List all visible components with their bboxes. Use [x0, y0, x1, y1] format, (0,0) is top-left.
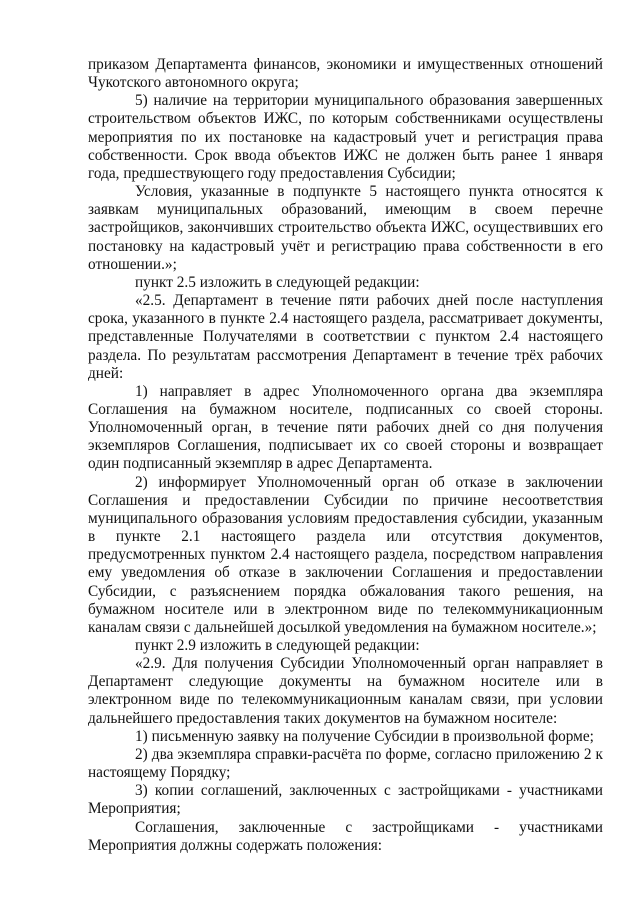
- paragraph-clause-2-9-item-3: 3) копии соглашений, заключенных с застройщиками - участниками Мероприятия;: [88, 782, 603, 818]
- document-page: [88, 56, 603, 855]
- paragraph-condition-5: 5) наличие на территории муниципального образования завершенных строительством объектов ИЖС, по которым собственниками осуществлены мероприятия по их постановке на кадастровый учет и регистрация права собственности. Срок ввода объектов ИЖС не должен быть ранее 1 января года, предшествующего году предоставления Субсидии;: [88, 92, 603, 182]
- paragraph-clause-2-9-item-2: 2) два экземпляра справки-расчёта по форме, согласно приложению 2 к настоящему Порядку;: [88, 745, 603, 782]
- paragraph-clause-2-5: «2.5. Департамент в течение пяти рабочих дней после наступления срока, указанного в пункте 2.4 настоящего раздела, рассматривает документы, представленные Получателями в соответствии с пунктом 2.4 настоящего раздела. По результатам рассмотрения Департамент в течение трёх рабочих дней:: [88, 292, 603, 382]
- paragraph-clause-2-9-item-1: 1) письменную заявку на получение Субсидии в произвольной форме;: [135, 727, 594, 745]
- paragraph-order-reference: приказом Департамента финансов, экономики и имущественных отношений Чукотского автономного округа;: [88, 56, 603, 92]
- paragraph-conditions-note: Условия, указанные в подпункте 5 настоящего пункта относятся к заявкам муниципальных образований, имеющим в своем перечне застройщиков, закончивших строительство объекта ИЖС, осуществивших его постановку на кадастровый учёт и регистрацию права собственности в его отношении.»;: [88, 183, 603, 273]
- paragraph-clause-2-5-item-1: 1) направляет в адрес Уполномоченного органа два экземпляра Соглашения на бумажном носителе, подписанных со своей стороны. Уполномоченный орган, в течение пяти рабочих дней со дня получения экземпляров Соглашения, подписывает их со своей стороны и возвращает один подписанный экземпляр в адрес Департамента.: [88, 382, 603, 473]
- paragraph-agreements-provisions: Соглашения, заключенные с застройщиками - участниками Мероприятия должны содержать положения:: [88, 818, 603, 854]
- paragraph-clause-2-5-item-2: 2) информирует Уполномоченный орган об отказе в заключении Соглашения и предоставлении Субсидии по причине несоответствия муниципального образования условиям предоставления субсидии, указанным в пункте 2.1 настоящего раздела или отсутствия документов, предусмотренных пунктом 2.4 настоящего раздела, посредством направления ему уведомления об отказе в заключении Соглашения и предоставлении Субсидии, с разъяснением порядка обжалования такого решения, на бумажном носителе или в электронном виде по телекоммуникационным каналам связи с дальнейшей досылкой уведомления на бумажном носителе.»;: [88, 473, 603, 636]
- paragraph-amend-2-5: пункт 2.5 изложить в следующей редакции:: [135, 273, 420, 291]
- paragraph-amend-2-9: пункт 2.9 изложить в следующей редакции:: [135, 637, 420, 654]
- paragraph-clause-2-9: «2.9. Для получения Субсидии Уполномоченный орган направляет в Департамент следующие документы на бумажном носителе или в электронном виде по телекоммуникационным каналам связи, при условии дальнейшего предоставления таких документов на бумажном носителе:: [88, 655, 603, 727]
